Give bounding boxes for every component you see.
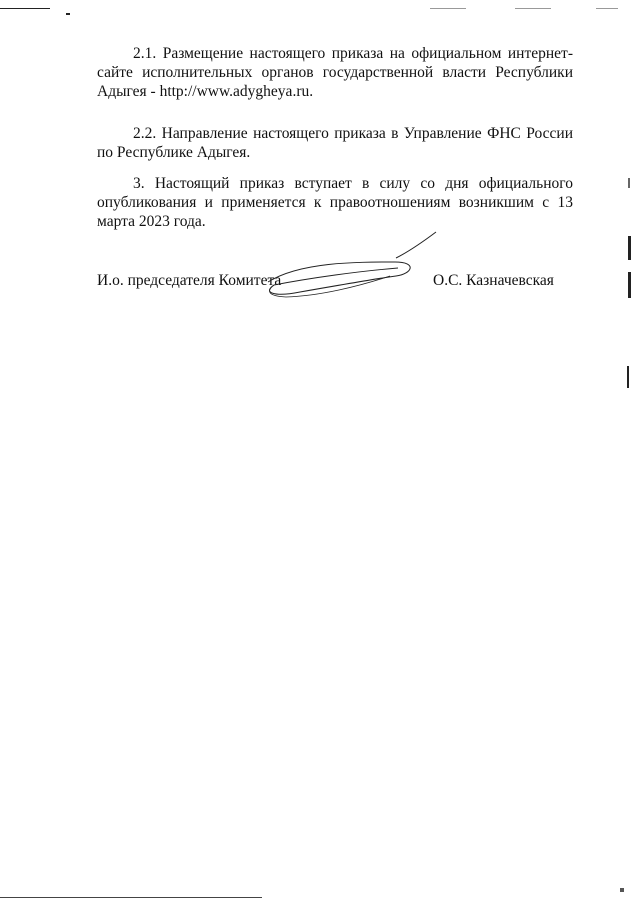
paragraph-3: 3. Настоящий приказ вступает в силу со дня официального опубликования и применяется к правоотношениям возникшим с 13 марта 2023 года. — [97, 175, 573, 230]
signatory-title: И.о. председателя Комитета — [97, 272, 282, 289]
signatory-name: О.С. Казначевская — [433, 272, 554, 289]
paragraph-2-2: 2.2. Направление настоящего приказа в Управление ФНС России по Республике Адыгея. — [97, 125, 573, 161]
paragraph-2-1: 2.1. Размещение настоящего приказа на официальном интернет-сайте исполнительных органов государственной власти Республики Адыгея - http://www.adygheya.ru. — [97, 45, 573, 100]
